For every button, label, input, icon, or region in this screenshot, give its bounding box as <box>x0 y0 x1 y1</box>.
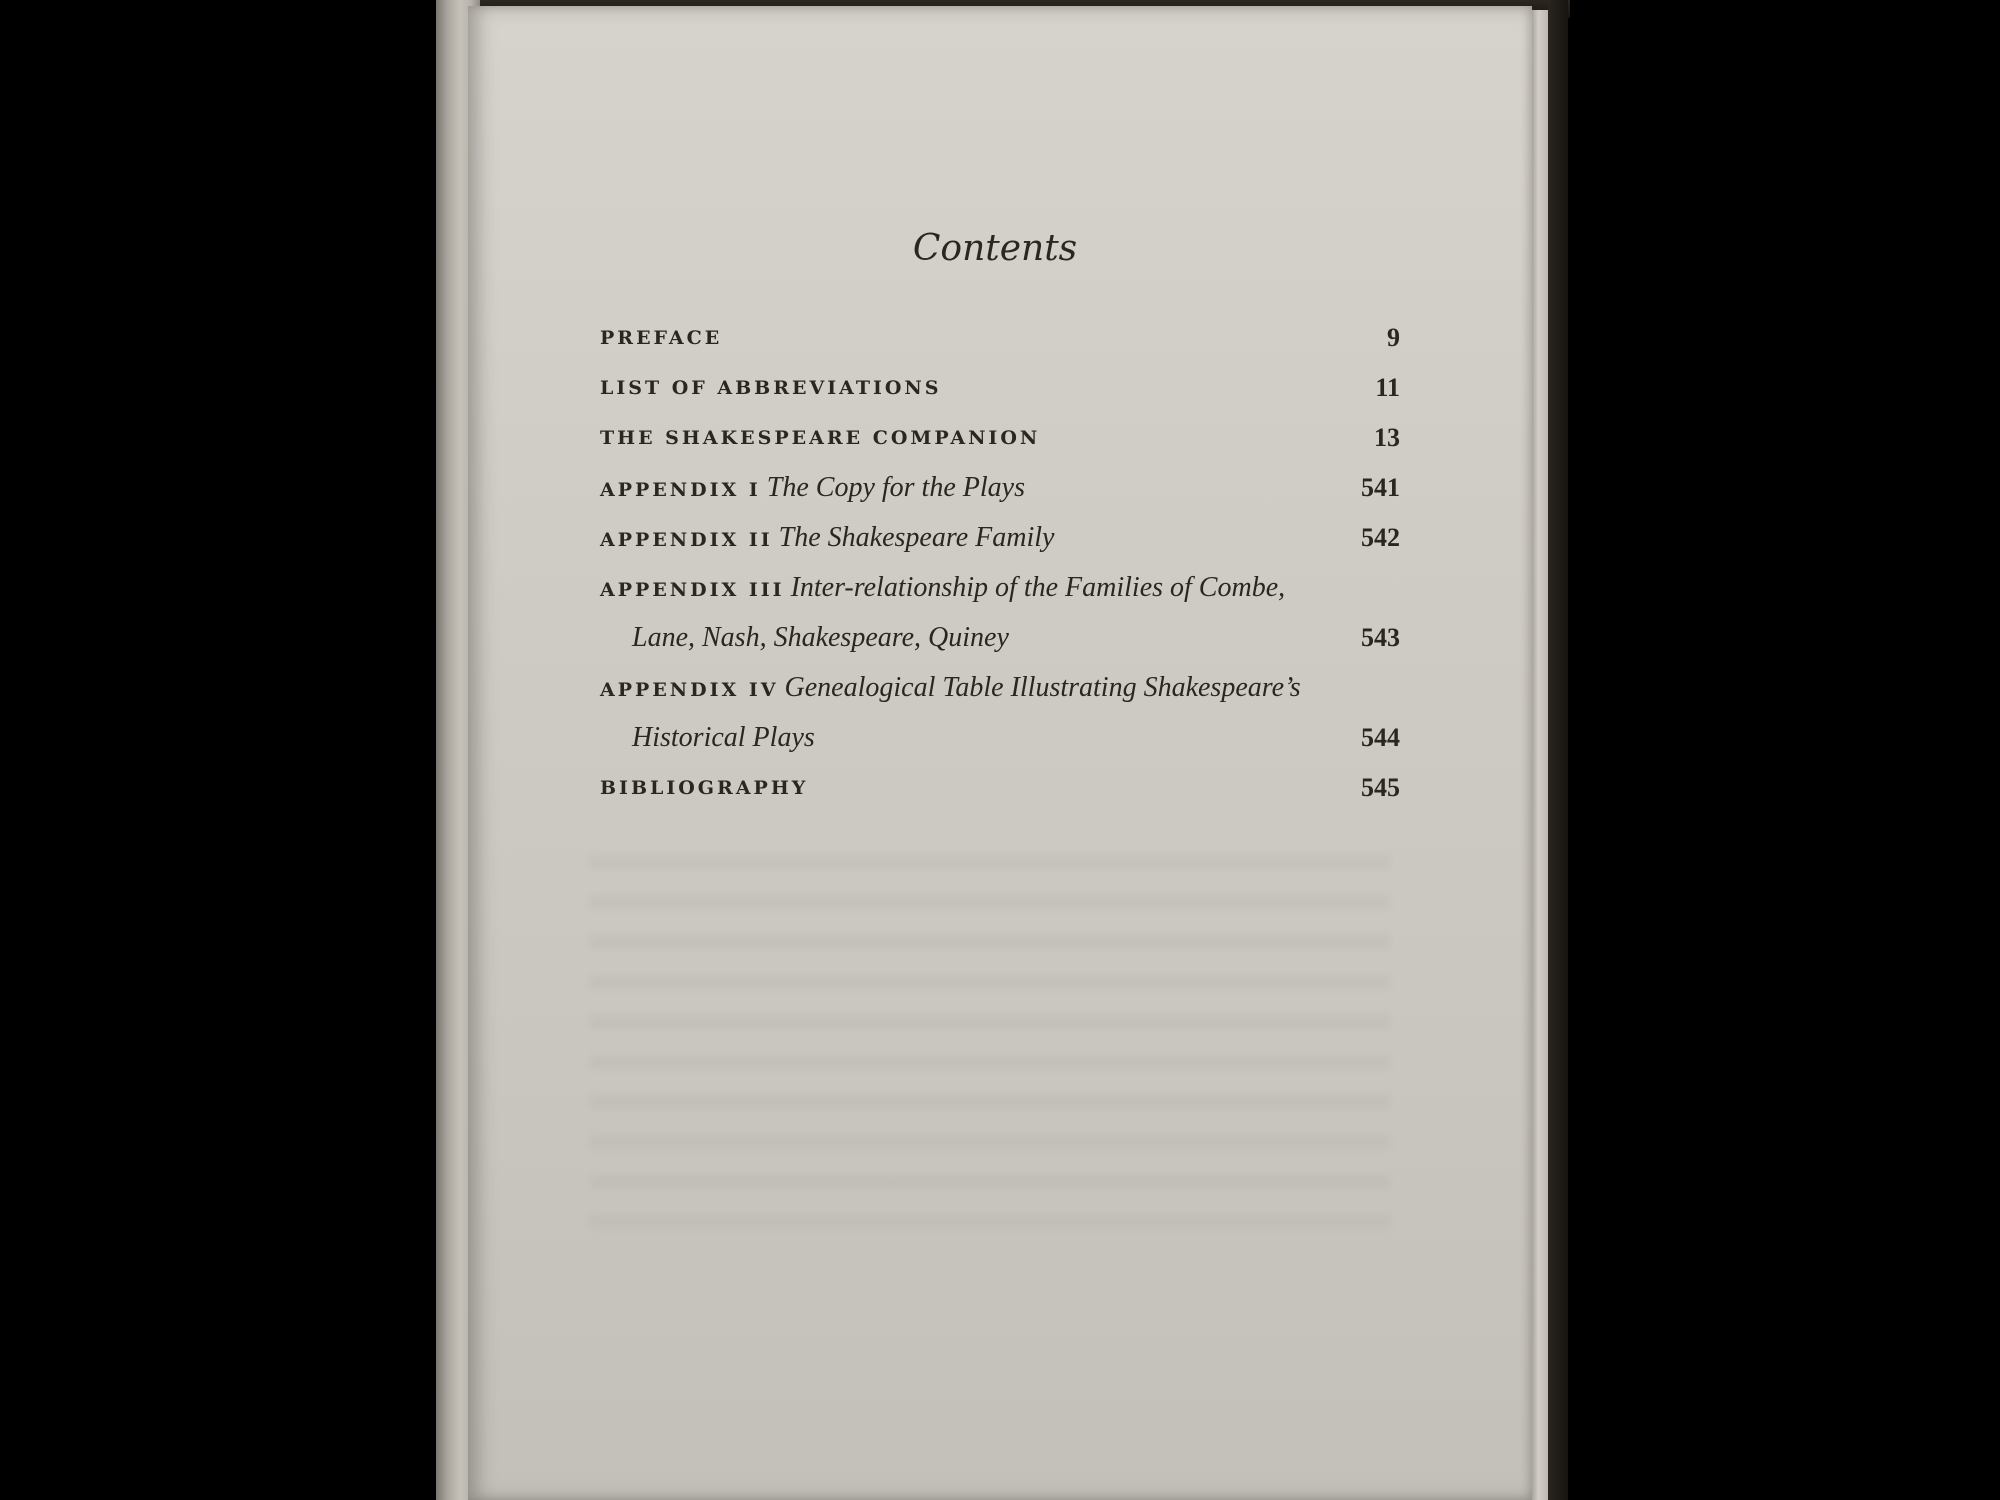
toc-page-number: 542 <box>1361 523 1400 552</box>
page-edge <box>1532 10 1548 1500</box>
toc-page-number: 543 <box>1361 623 1400 652</box>
toc-subtitle: The Shakespeare Family <box>778 522 1055 553</box>
contents-title: Contents <box>912 228 1078 269</box>
toc-entry-abbreviations <box>600 368 1400 418</box>
toc-subtitle: Lane, Nash, Shakespeare, Quiney <box>632 622 1009 653</box>
toc-page-number: 544 <box>1361 723 1400 752</box>
toc-label: APPENDIX III <box>600 579 785 601</box>
toc-page-number: 11 <box>1375 373 1400 402</box>
toc-label: PREFACE <box>600 327 723 349</box>
toc-entry-appendix-iii-continued <box>600 618 1400 668</box>
toc-subtitle: The Copy for the Plays <box>766 472 1025 503</box>
toc-label: APPENDIX II <box>600 529 773 551</box>
toc-entry-appendix-iii <box>600 568 1400 618</box>
toc-page-number: 13 <box>1374 423 1400 452</box>
toc-label: LIST OF ABBREVIATIONS <box>600 377 942 399</box>
toc-entry-bibliography <box>600 768 1400 818</box>
toc-label: APPENDIX I <box>600 479 761 501</box>
toc-entry-companion <box>600 418 1400 468</box>
toc-label: APPENDIX IV <box>600 679 779 701</box>
toc-label: THE SHAKESPEARE COMPANION <box>600 427 1041 449</box>
toc-subtitle: Inter-relationship of the Families of Combe, <box>790 572 1286 603</box>
toc-entry-appendix-i <box>600 468 1400 518</box>
toc-page-number: 9 <box>1387 323 1400 352</box>
toc-entry-appendix-ii <box>600 518 1400 568</box>
toc-subtitle: Historical Plays <box>632 722 815 753</box>
table-of-contents <box>600 318 1400 818</box>
toc-entry-preface <box>600 318 1400 368</box>
toc-entry-appendix-iv-continued <box>600 718 1400 768</box>
show-through-text <box>590 855 1390 1255</box>
toc-label: BIBLIOGRAPHY <box>600 777 809 799</box>
toc-entry-appendix-iv <box>600 668 1400 718</box>
toc-page-number: 541 <box>1361 473 1400 502</box>
toc-page-number: 545 <box>1361 773 1400 802</box>
book-cover-edge <box>1548 0 1568 1500</box>
toc-subtitle: Genealogical Table Illustrating Shakespeare’s <box>784 672 1301 703</box>
